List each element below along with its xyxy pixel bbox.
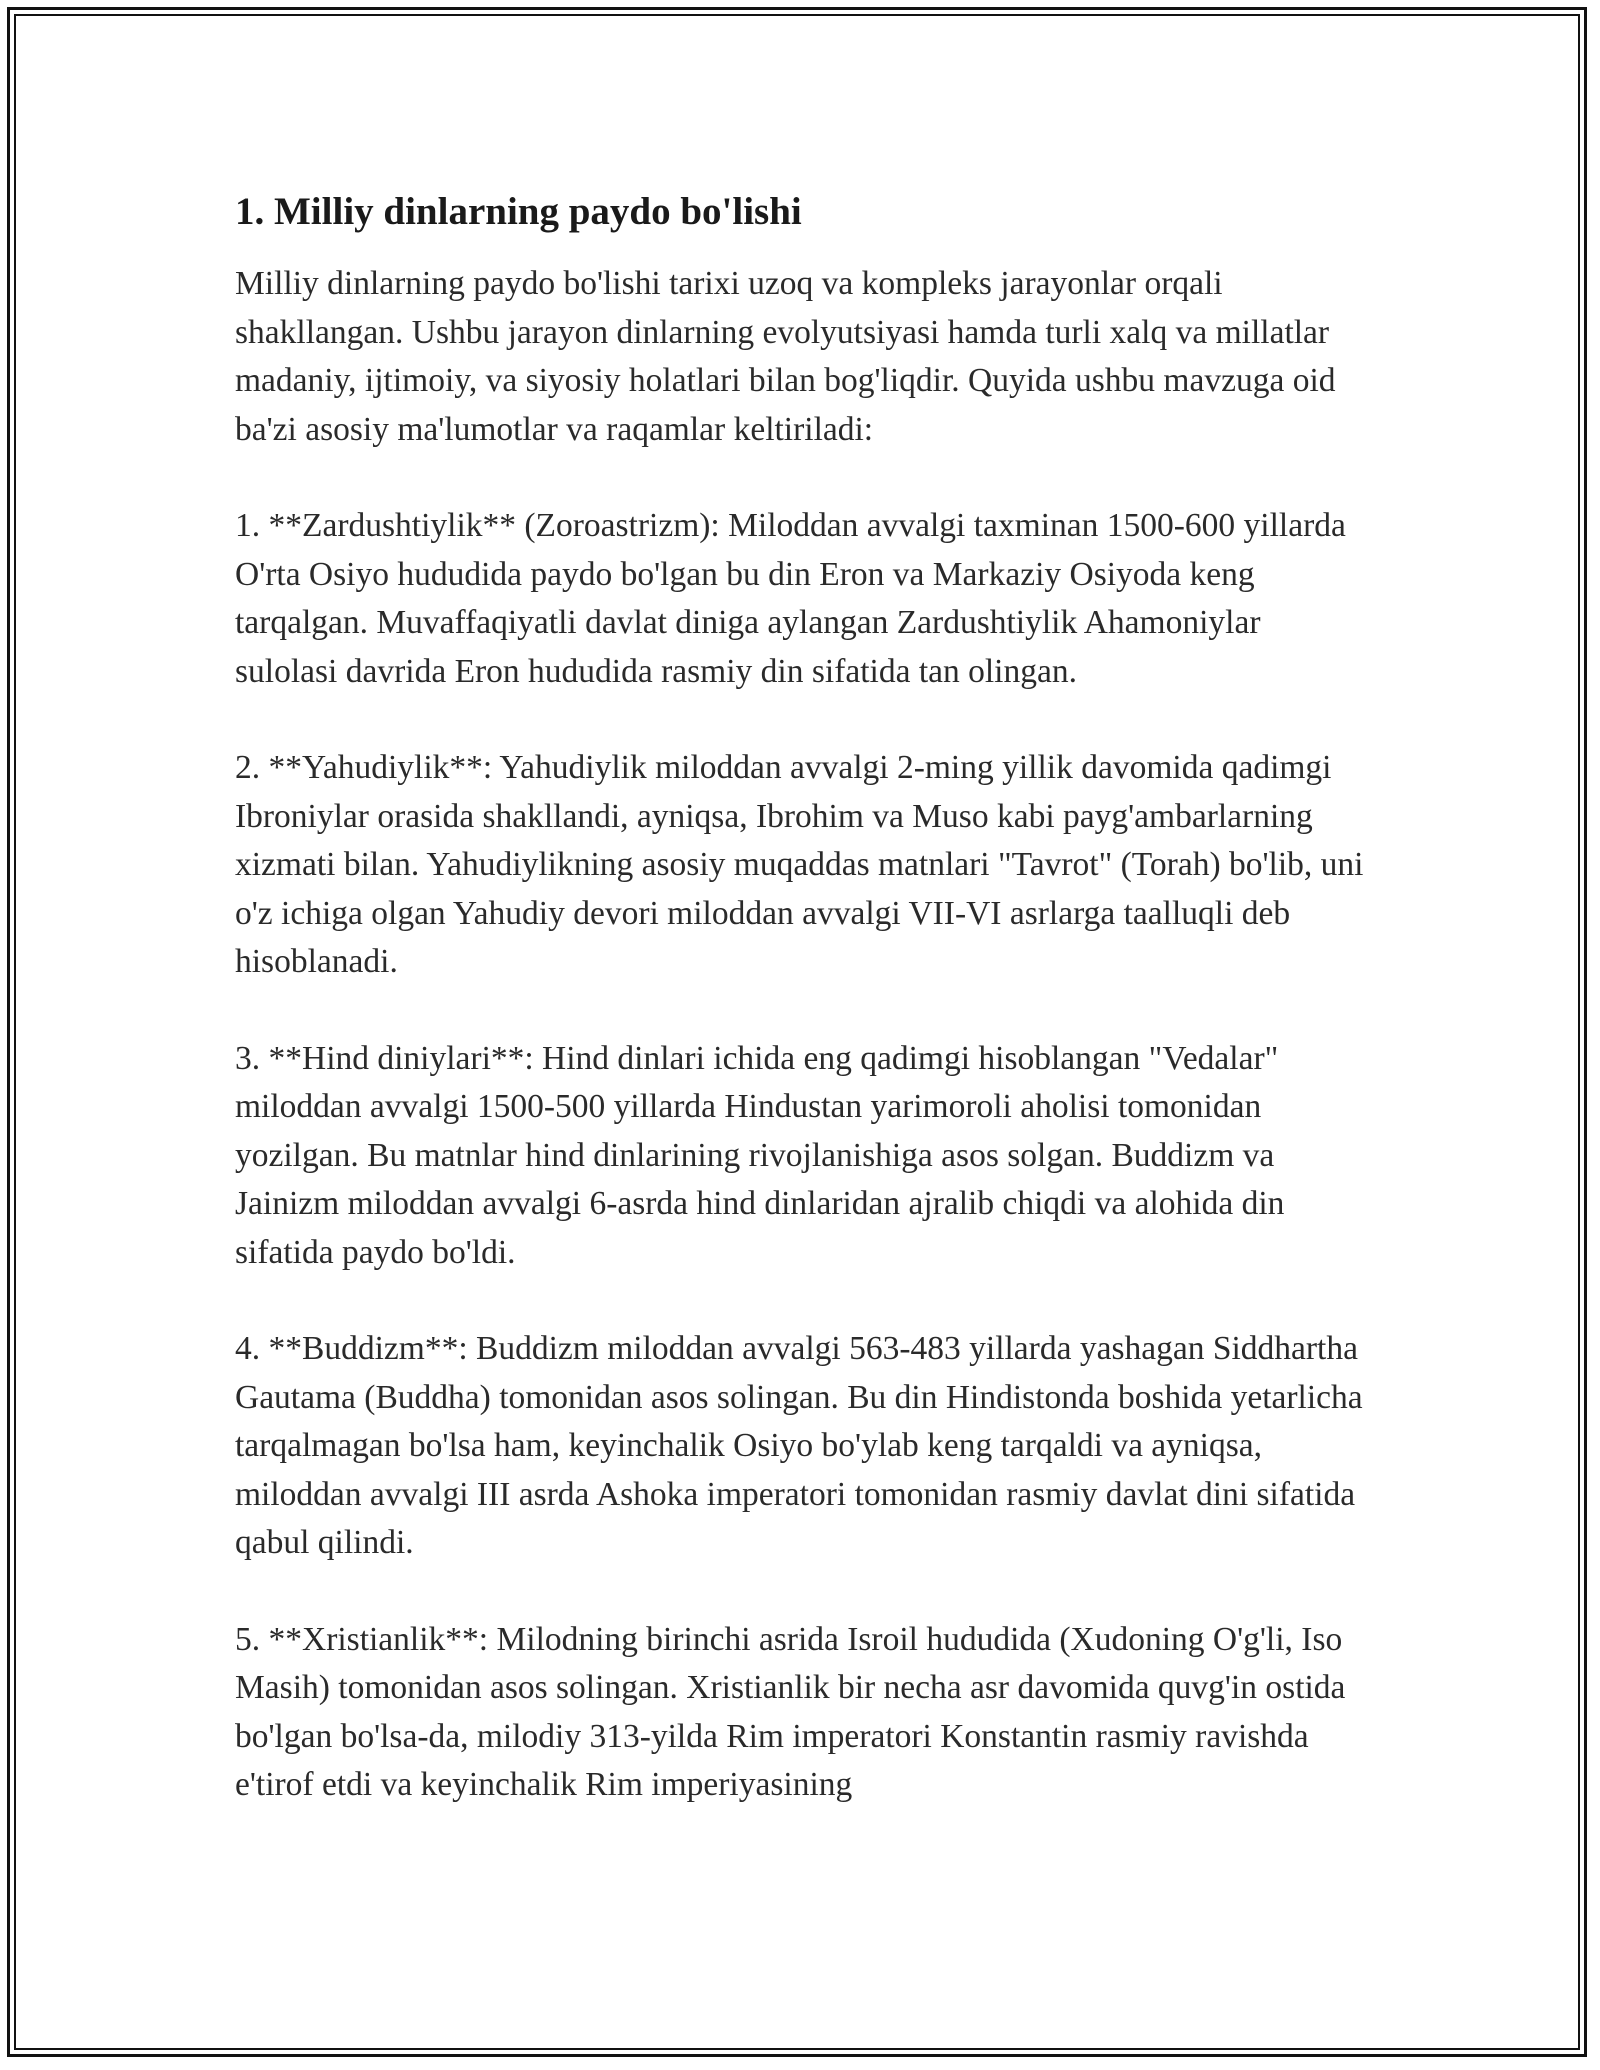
paragraph-hind-diniylari: 3. **Hind diniylari**: Hind dinlari ichida eng qadimgi hisoblangan "Vedalar" miloddan avvalgi 1500-500 yillarda Hindustan yarimoroli aholisi tomonidan yozilgan. Bu matnlar hind dinlarining rivojlanishiga asos solgan. Buddizm va Jainizm miloddan avvalgi 6-asrda hind dinlaridan ajralib chiqdi va alohida din sifatida paydo bo'ldi.	[235, 1039, 1293, 1271]
document-body	[235, 186, 1370, 1858]
paragraph-zardushtiylik: 1. **Zardushtiylik** (Zoroastrizm): Miloddan avvalgi taxminan 1500-600 yillarda O'rta Osiyo hududida paydo bo'lgan bu din Eron va Markaziy Osiyoda keng tarqalgan. Muvaffaqiyatli davlat diniga aylangan Zardushtiylik Ahamoniylar sulolasi davrida Eron hududida rasmiy din sifatida tan olingan.	[235, 507, 1355, 690]
document-title: 1. Milliy dinlarning paydo bo'lishi	[235, 190, 802, 233]
paragraph-yahudiylik: 2. **Yahudiylik**: Yahudiylik miloddan avvalgi 2-ming yillik davomida qadimgi Ibroniylar orasida shakllandi, ayniqsa, Ibrohim va Muso kabi payg'ambarlarning xizmati bilan. Yahudiylikning asosiy muqaddas matnlari "Tavrot" (Torah) bo'lib, uni o'z ichiga olgan Yahudiy devori miloddan avvalgi VII-VI asrlarga taalluqli deb hisoblanadi.	[235, 749, 1372, 980]
paragraph-xristianlik: 5. **Xristianlik**: Milodning birinchi asrida Isroil hududida (Xudoning O'g'li, Iso Masih) tomonidan asos solingan. Xristianlik bir necha asr davomida quvg'in ostida bo'lgan bo'lsa-da, milodiy 313-yilda Rim imperatori Konstantin rasmiy ravishda e'tirof etdi va keyinchalik Rim imperiyasining	[235, 1620, 1354, 1803]
intro-paragraph: Milliy dinlarning paydo bo'lishi tarixi uzoq va kompleks jarayonlar orqali shakllangan. Ushbu jarayon dinlarning evolyutsiyasi hamda turli xalq va millatlar madaniy, ijtimoiy, va siyosiy holatlari bilan bog'liqdir. Quyida ushbu mavzuga oid ba'zi asosiy ma'lumotlar va raqamlar keltiriladi:	[235, 265, 1344, 448]
paragraph-buddizm: 4. **Buddizm**: Buddizm miloddan avvalgi 563-483 yillarda yashagan Siddhartha Gautama (Buddha) tomonidan asos solingan. Bu din Hindistonda boshida yetarlicha tarqalmagan bo'lsa ham, keyinchalik Osiyo bo'ylab keng tarqaldi va ayniqsa, miloddan avvalgi III asrda Ashoka imperatori tomonidan rasmiy davlat dini sifatida qabul qilindi.	[235, 1330, 1372, 1561]
